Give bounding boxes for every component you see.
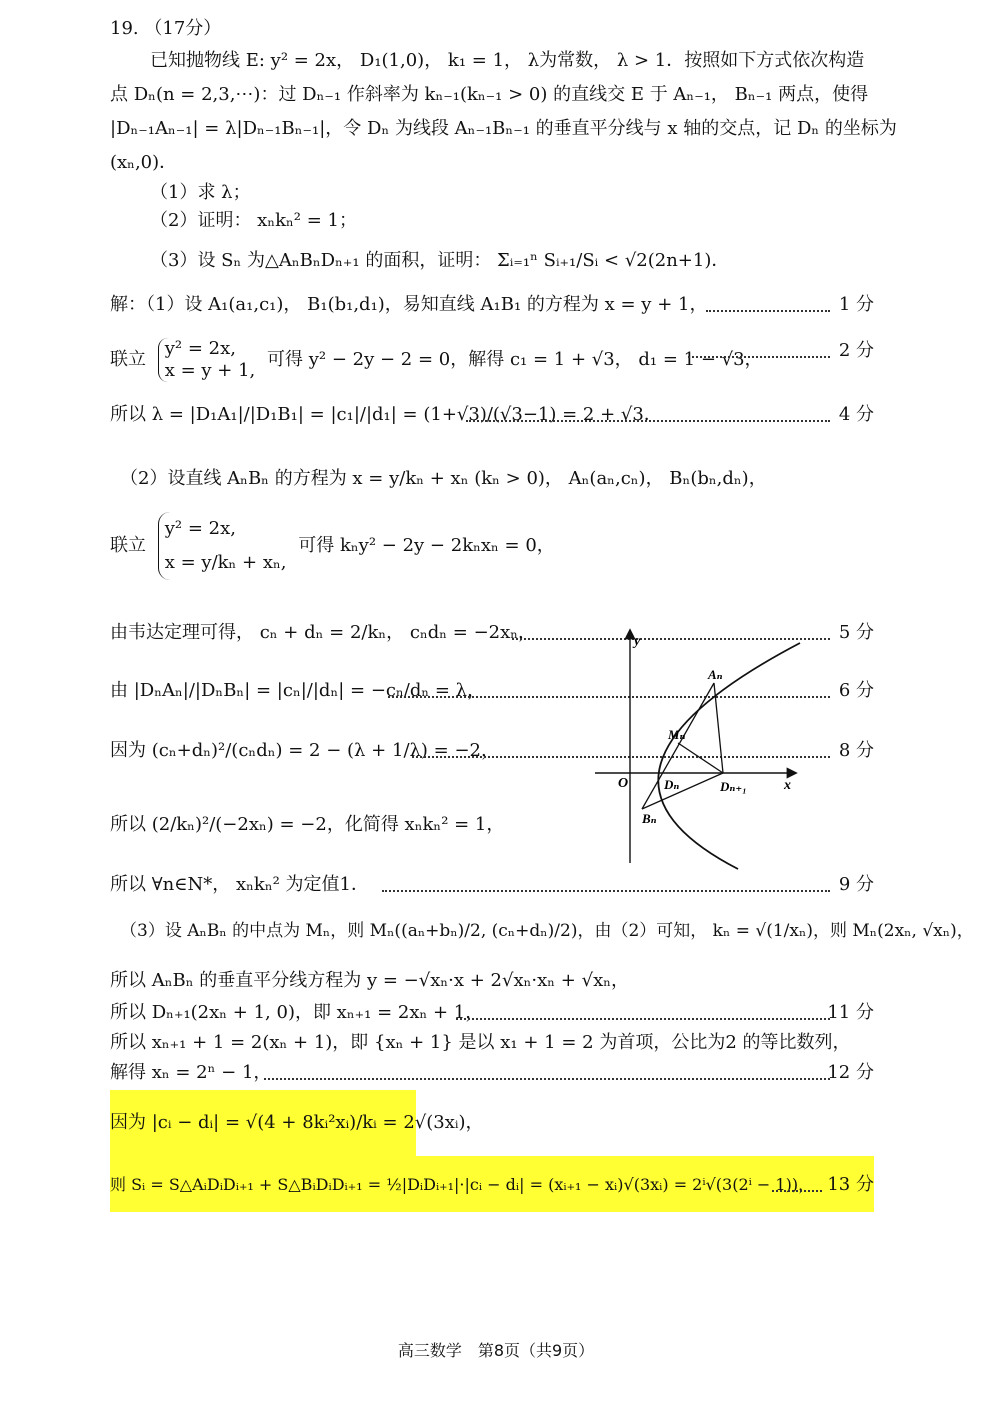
segment-Bn-Dn1 [642,773,723,809]
solution-3-xn: 解得 xₙ = 2ⁿ − 1， [110,1062,272,1083]
solution-1-system [110,338,874,382]
x-axis-label: x [784,778,791,793]
leader-dots [688,356,830,358]
problem-score: （17分） [144,18,222,39]
system-result: 可得 kₙy² − 2y − 2kₙxₙ = 0， [298,535,555,556]
leader-dots [466,420,830,422]
solution-1-line-1: 解：（1）设 A₁(a₁,c₁)， B₁(b₁,d₁)，易知直线 A₁B₁ 的方程为 x = y + 1， [110,294,708,315]
question-1: （1）求 λ； [150,182,251,203]
score-mark: 1 分 [838,294,874,315]
score-mark: 8 分 [838,740,874,761]
leader-dots [706,310,830,312]
stem-line-4: (xₙ,0)． [110,152,178,173]
leader-dots [382,890,830,892]
system-prefix: 联立 [110,349,146,370]
question-3: （3）设 Sₙ 为△AₙBₙDₙ₊₁ 的面积，证明： Σᵢ₌₁ⁿ Sᵢ₊₁/Sᵢ < √2(2n+1)． [150,250,730,271]
point-Mn-label: Mₙ [668,727,686,742]
score-mark: 4 分 [838,404,874,425]
system-result: 可得 y² − 2y − 2 = 0，解得 c₁ = 1 + √3， d₁ = 1 − √3， [267,349,763,370]
solution-2-conclusion: 所以 ∀n∈N*， xₙkₙ² 为定值1． [110,874,369,895]
system-brace [158,338,256,382]
system-brace [158,512,287,580]
problem-number: 19. [110,18,139,39]
solution-3-midpoint: （3）设 AₙBₙ 的中点为 Mₙ，则 Mₙ((aₙ+bₙ)/2, (cₙ+dₙ)/2)，由（2）可知， kₙ = √(1/xₙ)，则 Mₙ(2xₙ, √xₙ)， [120,921,974,941]
solution-3-recurrence: 所以 Dₙ₊₁(2xₙ + 1, 0)，即 xₙ₊₁ = 2xₙ + 1， [110,1002,484,1023]
score-mark: 12 分 [827,1062,874,1083]
solution-2-simplify: 所以 (2/kₙ)²/(−2xₙ) = −2，化简得 xₙkₙ² = 1， [110,814,505,835]
solution-3-geometric: 所以 xₙ₊₁ + 1 = 2(xₙ + 1)，即 {xₙ + 1} 是以 x₁ + 1 = 2 为首项，公比为2 的等比数列， [110,1032,851,1053]
y-axis-label: y [634,634,641,649]
solution-3-area: 则 Sᵢ = S△AᵢDᵢDᵢ₊₁ + S△BᵢDᵢDᵢ₊₁ = ½|DᵢDᵢ₊₁|·|cᵢ − dᵢ| = (xᵢ₊₁ − xᵢ)√(3xᵢ) = 2ⁱ√(3(2ⁱ − 1))， [110,1175,815,1194]
leader-dots [772,1190,822,1192]
solution-2-because: 因为 (cₙ+dₙ)²/(cₙdₙ) = 2 − (λ + 1/λ) = −2， [110,740,499,761]
system-eq-1: y² = 2x, [164,338,236,359]
problem-header [110,16,874,42]
score-mark: 2 分 [838,340,874,361]
page-footer: 高三数学 第8页（共9页） [397,1341,595,1360]
point-An-label: Aₙ [708,667,723,682]
score-mark: 5 分 [838,622,874,643]
system-eq-1: y² = 2x, [164,518,236,539]
solution-2-ratio: 由 |DₙAₙ|/|DₙBₙ| = |cₙ|/|dₙ| = −cₙ/dₙ = λ， [110,680,486,701]
origin-label: O [618,776,629,791]
question-2: （2）证明： xₙkₙ² = 1； [150,210,357,231]
score-mark: 9 分 [838,874,874,895]
system-prefix: 联立 [110,535,146,556]
stem-line-1: 已知抛物线 E: y² = 2x， D₁(1,0)， k₁ = 1， λ为常数， λ > 1．按照如下方式依次构造 [150,50,865,71]
solution-1-lambda: 所以 λ = |D₁A₁|/|D₁B₁| = |c₁|/|d₁| = (1+√3)/(√3−1) = 2 + √3． [110,404,662,425]
solution-2-system [110,512,874,580]
score-mark: 11 分 [827,1002,874,1023]
solution-2-line-1: （2）设直线 AₙBₙ 的方程为 x = y/kₙ + xₙ (kₙ > 0)， Aₙ(aₙ,cₙ)， Bₙ(bₙ,dₙ)， [120,468,767,489]
leader-dots [264,1078,830,1080]
segment-An-Dn1 [714,683,723,773]
system-eq-2: x = y + 1, [164,360,256,381]
stem-line-3: |Dₙ₋₁Aₙ₋₁| = λ|Dₙ₋₁Bₙ₋₁|，令 Dₙ 为线段 Aₙ₋₁Bₙ₋₁ 的垂直平分线与 x 轴的交点，记 Dₙ 的坐标为 [110,118,897,139]
point-Bn-label: Bₙ [642,811,657,826]
score-mark: 6 分 [838,680,874,701]
stem-line-2: 点 Dₙ(n = 2,3,⋯)：过 Dₙ₋₁ 作斜率为 kₙ₋₁(kₙ₋₁ > 0) 的直线交 E 于 Aₙ₋₁， Bₙ₋₁ 两点，使得 [110,84,869,105]
system-eq-2: x = y/kₙ + xₙ, [164,552,287,573]
point-Dn1-label: Dₙ₊₁ [720,779,747,794]
leader-dots [456,1018,830,1020]
point-Dn-label: Dₙ [664,777,680,792]
score-mark: 13 分 [827,1174,874,1195]
parabola-figure [590,625,810,870]
solution-3-bisector: 所以 AₙBₙ 的垂直平分线方程为 y = −√xₙ·x + 2√xₙ·xₙ + √xₙ， [110,970,630,991]
solution-2-vieta: 由韦达定理可得， cₙ + dₙ = 2/kₙ， cₙdₙ = −2xₙ， [110,622,537,643]
parabola-curve [658,643,800,869]
solution-3-difference: 因为 |cᵢ − dᵢ| = √(4 + 8kᵢ²xᵢ)/kᵢ = 2√(3xᵢ)， [110,1112,484,1133]
perpendicular-bisector [678,743,723,773]
